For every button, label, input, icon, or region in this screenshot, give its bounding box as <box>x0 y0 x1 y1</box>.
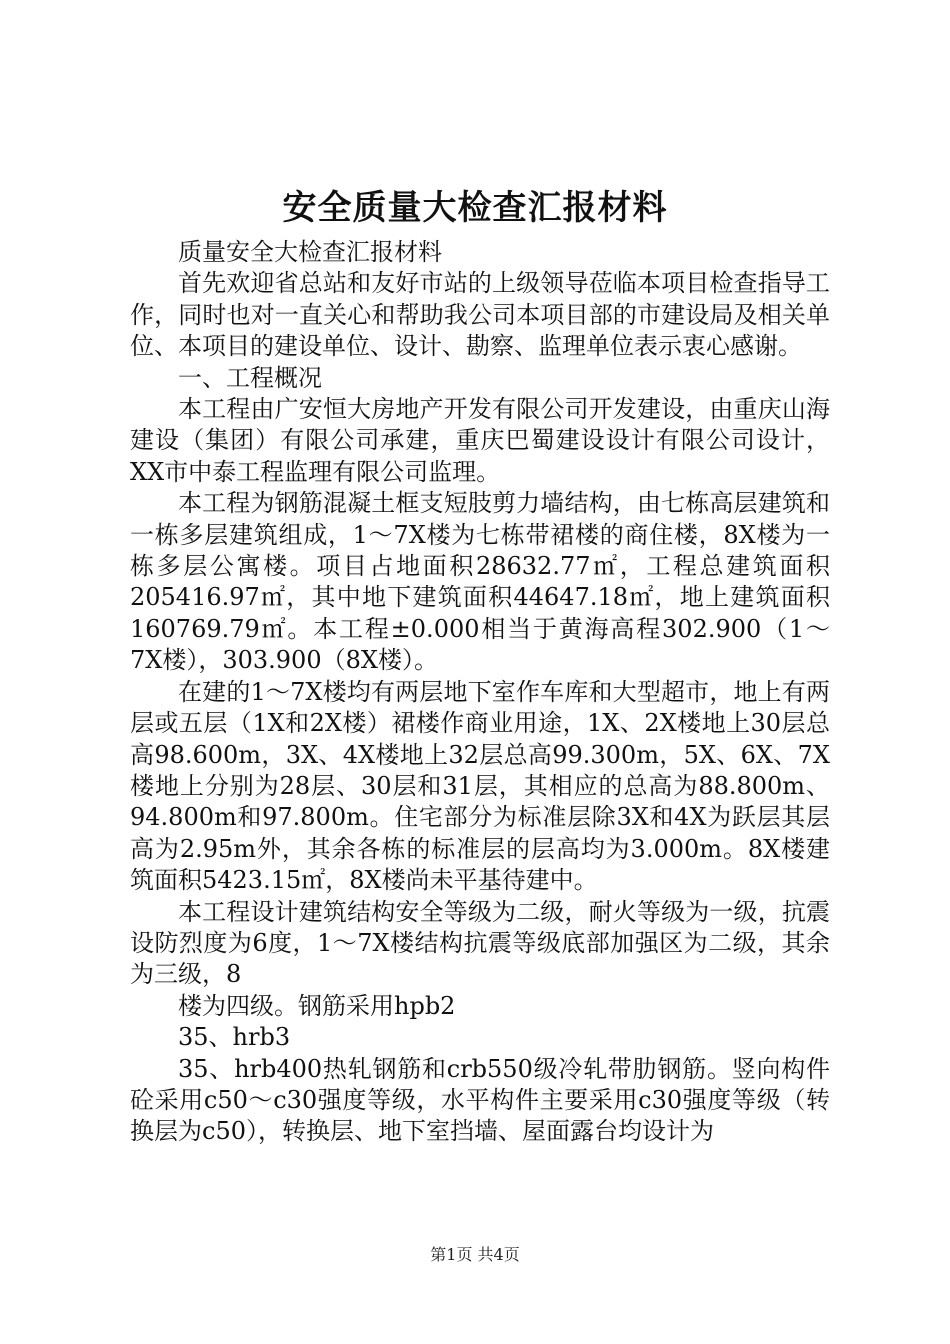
document-title: 安全质量大检查汇报材料 <box>282 188 668 228</box>
paragraph-buildings: 在建的1～7X楼均有两层地下室作车库和大型超市，地上有两层或五层（1X和2X楼）裙楼作商业用途，1X、2X楼地上30层总高98.600m，3X、4X楼地上32层总高99.300m，5X、6X、7X楼地上分别为28层、30层和31层，其相应的总高为88.800m、94.800m和97.800m。住宅部分为标准层除3X和4X为跃层其层高为2.95m外，其余各栋的标准层的层高均为3.000m。8X楼建筑面积5423.15㎡，8X楼尚未平基待建中。 <box>130 677 830 895</box>
paragraph-parties: 本工程由广安恒大房地产开发有限公司开发建设，由重庆山海建设（集团）有限公司承建，重庆巴蜀建设设计有限公司设计，XX市中泰工程监理有限公司监理。 <box>130 395 830 486</box>
paragraph-rebar-1: 楼为四级。钢筋采用hpb2 <box>178 991 456 1020</box>
page-footer: 第1页 共4页 <box>430 1245 520 1264</box>
section-heading-overview: 一、工程概况 <box>178 363 322 392</box>
paragraph-structure: 本工程为钢筋混凝土框支短肢剪力墙结构，由七栋高层建筑和一栋多层建筑组成，1～7X楼为七栋带裙楼的商住楼，8X楼为一栋多层公寓楼。项目占地面积28632.77㎡，工程总建筑面积205416.97㎡，其中地下建筑面积44647.18㎡，地上建筑面积160769.79㎡。本工程±0.000相当于黄海高程302.900（1～7X楼），303.900（8X楼）。 <box>130 489 830 675</box>
paragraph-welcome: 首先欢迎省总站和友好市站的上级领导莅临本项目检查指导工作，同时也对一直关心和帮助我公司本项目部的市建设局及相关单位、本项目的建设单位、设计、勘察、监理单位表示衷心感谢。 <box>130 269 830 361</box>
paragraph-subtitle: 质量安全大检查汇报材料 <box>178 238 442 266</box>
paragraph-safety-grade: 本工程设计建筑结构安全等级为二级，耐火等级为一级，抗震设防烈度为6度，1～7X楼结构抗震等级底部加强区为二级，其余为三级，8 <box>130 897 830 989</box>
document-body <box>130 237 830 1148</box>
paragraph-concrete: 35、hrb400热轧钢筋和crb550级冷轧带肋钢筋。竖向构件砼采用c50～c30强度等级，水平构件主要采用c30强度等级（转换层为c50），转换层、地下室挡墙、屋面露台均设计为 <box>130 1054 830 1146</box>
paragraph-rebar-2: 35、hrb3 <box>178 1023 291 1052</box>
